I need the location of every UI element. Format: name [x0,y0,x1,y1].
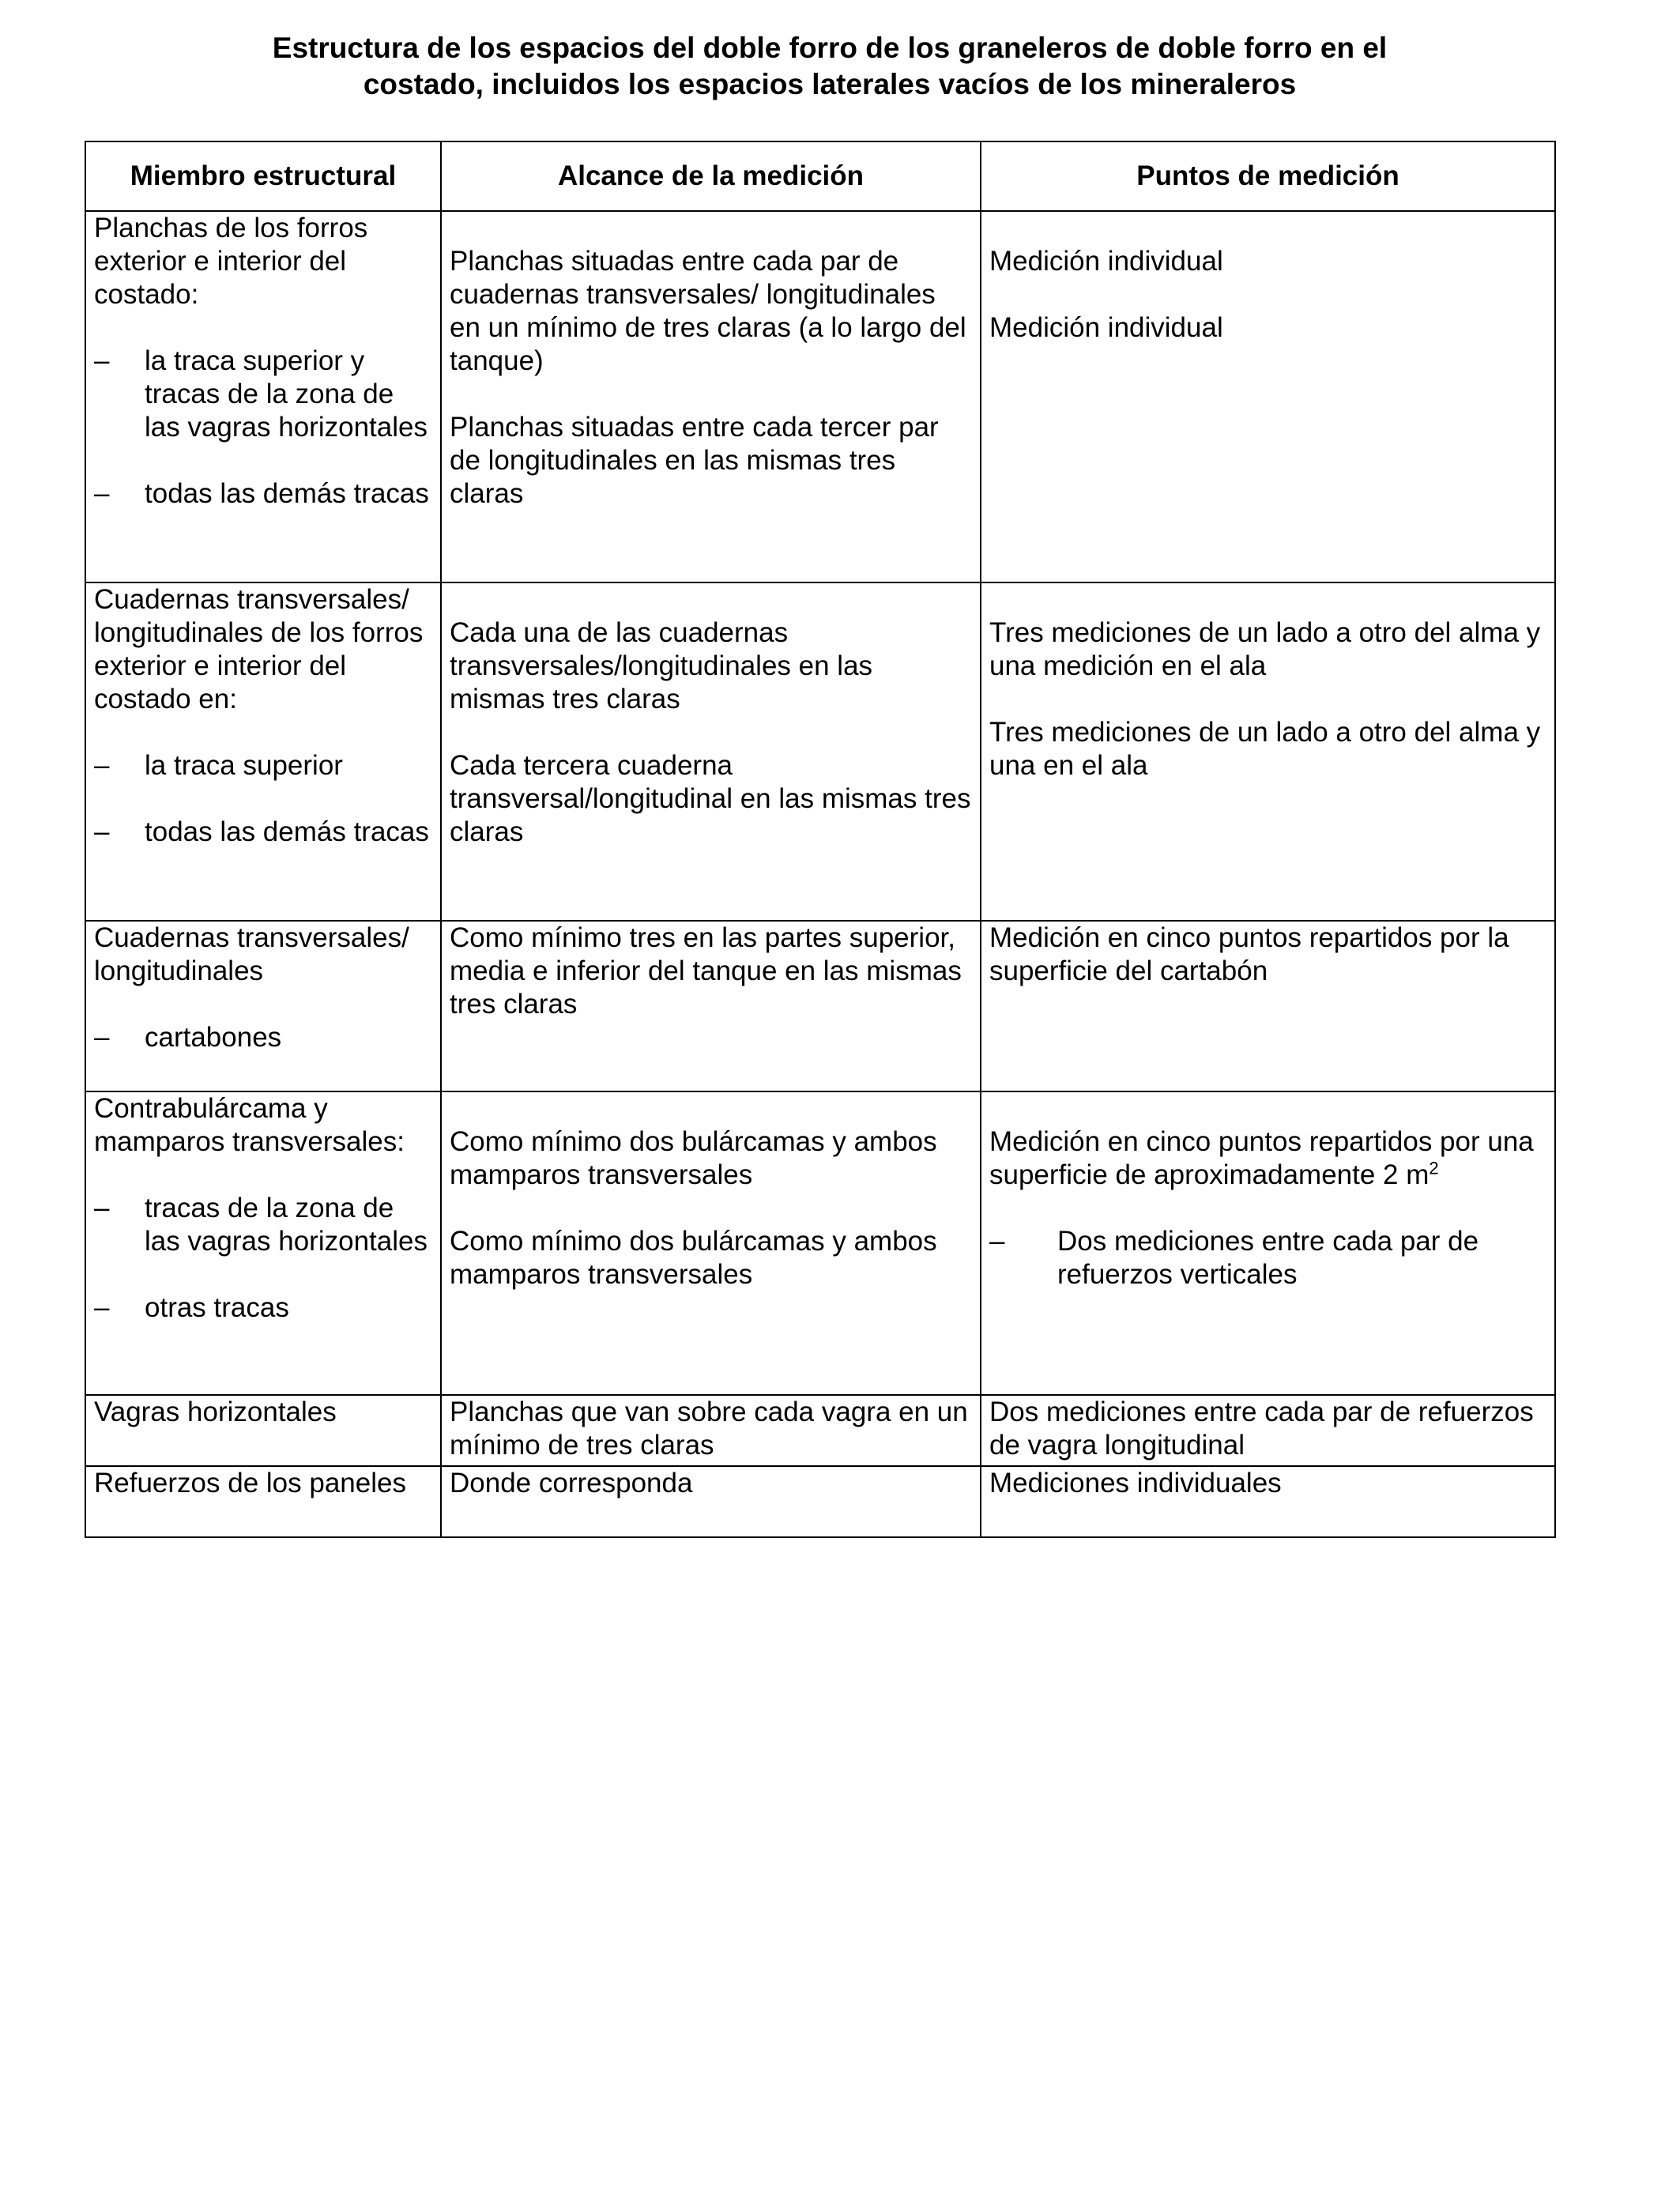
scope-text: Planchas situadas entre cada tercer par de longitudinales en las mismas tres claras [450,412,939,509]
scope-text: Cada tercera cuaderna transversal/longitudinal en las mismas tres claras [450,750,971,847]
member-item: – la traca superior y tracas de la zona de las vagras horizontales [94,345,428,443]
points-cell [981,582,1555,921]
header-measurement-points: Puntos de medición [981,141,1555,211]
scope-text: Planchas que van sobre cada vagra en un mínimo de tres claras [450,1397,968,1461]
points-text: Mediciones individuales [989,1468,1282,1498]
scope-cell [441,1395,981,1466]
superscript: 2 [1429,1158,1439,1178]
table-row [85,1395,1555,1466]
member-item: – todas las demás tracas [94,478,429,509]
document-title [79,30,1580,103]
table-row [85,921,1555,1091]
table-header-row [85,141,1555,211]
member-cell [85,1091,441,1395]
dash-marker: – [94,750,110,781]
table-row [85,211,1555,582]
points-cell [981,1091,1555,1395]
table-row [85,1466,1555,1537]
member-cell [85,211,441,582]
scope-cell [441,211,981,582]
points-text: Medición en cinco puntos repartidos por una superficie de aproximadamente 2 $m^2$ [989,1126,1534,1190]
member-item: – otras tracas [94,1292,289,1323]
title-line-1: Estructura de los espacios del doble forro de los graneleros de doble forro en el [272,32,1388,64]
scope-text: Como mínimo dos bulárcamas y ambos mamparos transversales [450,1226,937,1290]
member-intro: Cuadernas transversales/ longitudinales de los forros exterior e interior del costado en: [94,584,424,714]
member-item: – todas las demás tracas [94,816,429,847]
points-text: Dos mediciones entre cada par de refuerzos de vagra longitudinal [989,1397,1534,1461]
scope-cell [441,921,981,1091]
header-structural-member: Miembro estructural [85,141,441,211]
member-intro: Vagras horizontales [94,1397,337,1427]
scope-text: Como mínimo tres en las partes superior, media e inferior del tanque en las mismas tres claras [450,922,962,1020]
scope-cell [441,582,981,921]
table-row [85,1091,1555,1395]
dash-marker: – [94,1193,110,1223]
member-cell [85,921,441,1091]
points-cell [981,211,1555,582]
member-item: – tracas de la zona de las vagras horizontales [94,1193,428,1257]
member-intro: Planchas de los forros exterior e interior del costado: [94,213,368,310]
dash-marker: – [989,1226,1005,1257]
member-item: – cartabones [94,1022,282,1053]
member-intro: Refuerzos de los paneles [94,1468,406,1498]
points-cell [981,1395,1555,1466]
points-item: – Dos mediciones entre cada par de refuerzos verticales [989,1226,1479,1290]
measurement-table [85,141,1556,1538]
points-text: Tres mediciones de un lado a otro del alma y una en el ala [989,717,1541,781]
scope-text: Como mínimo dos bulárcamas y ambos mamparos transversales [450,1126,937,1190]
header-measurement-scope: Alcance de la medición [441,141,981,211]
member-item: – la traca superior [94,750,343,781]
table-row [85,582,1555,921]
dash-marker: – [94,478,110,509]
dash-marker: – [94,1022,110,1053]
title-line-2: costado, incluidos los espacios laterales vacíos de los mineraleros [363,68,1297,100]
member-cell [85,582,441,921]
points-cell [981,1466,1555,1537]
scope-text: Planchas situadas entre cada par de cuadernas transversales/ longitudinales en un mínimo de tres claras (a lo largo del tanque) [450,246,966,376]
member-cell [85,1395,441,1466]
points-text: Medición individual [989,246,1223,277]
scope-text: Cada una de las cuadernas transversales/longitudinales en las mismas tres claras [450,617,873,714]
scope-text: Donde corresponda [450,1468,693,1498]
member-intro: Contrabulárcama y mamparos transversales: [94,1093,405,1157]
scope-cell [441,1466,981,1537]
member-cell [85,1466,441,1537]
points-text: Tres mediciones de un lado a otro del alma y una medición en el ala [989,617,1541,681]
dash-marker: – [94,1292,110,1323]
points-text: Medición en cinco puntos repartidos por la superficie del cartabón [989,922,1509,986]
points-text: Medición individual [989,312,1223,343]
member-intro: Cuadernas transversales/ longitudinales [94,922,409,986]
dash-marker: – [94,816,110,847]
dash-marker: – [94,345,110,376]
points-cell [981,921,1555,1091]
scope-cell [441,1091,981,1395]
